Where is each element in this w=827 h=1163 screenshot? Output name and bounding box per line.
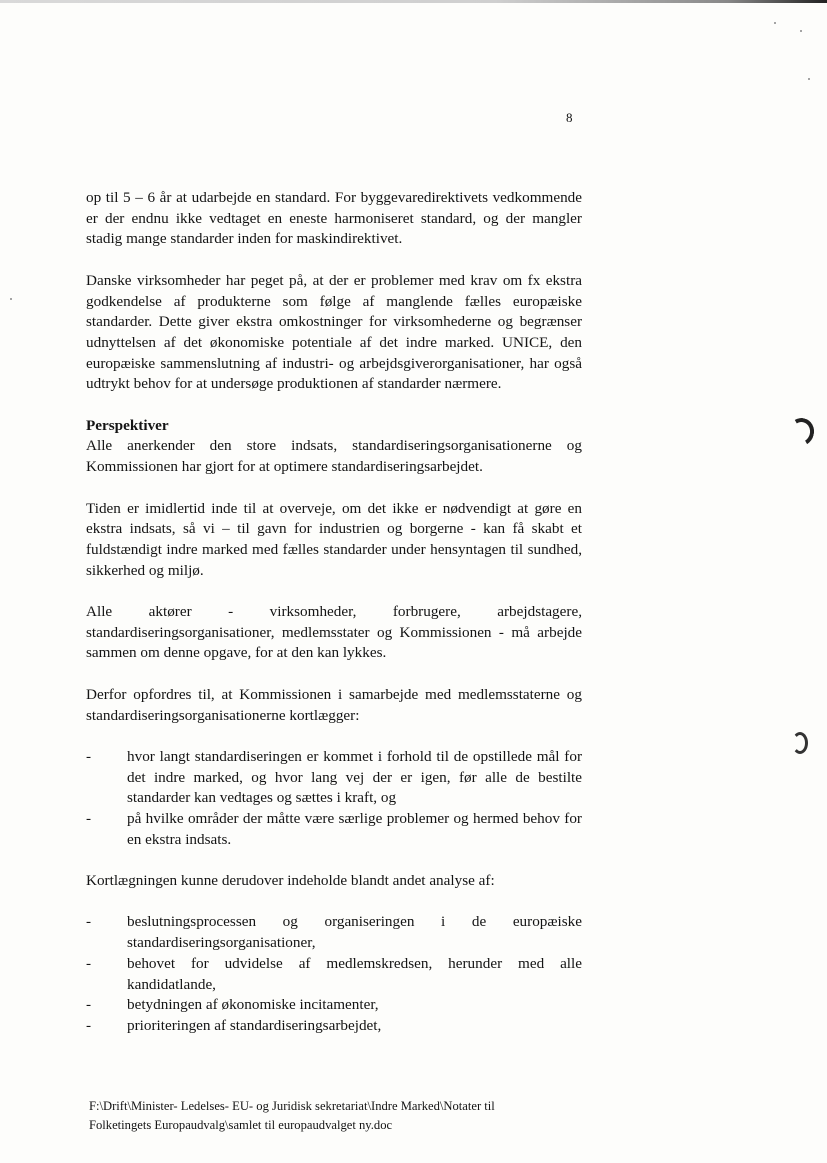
scan-speck	[808, 78, 810, 80]
file-path-footer	[89, 1097, 609, 1134]
dash-marker: -	[86, 810, 92, 827]
scan-top-edge	[0, 0, 827, 3]
list-item	[86, 912, 582, 953]
paragraph: Alle aktører - virksomheder, forbrugere, arbejdstagere, standardiseringsorganisationer, medlemsstater og Kommissionen - må arbejde sammen om denne opgave, for at den kan lykkes.	[86, 603, 582, 662]
list-item	[86, 995, 582, 1016]
list-item-text: på hvilke områder der måtte være særlige problemer og hermed behov for en ekstra indsats.	[127, 810, 582, 848]
dash-marker: -	[86, 954, 92, 972]
paragraph: op til 5 – 6 år at udarbejde en standard. For byggevaredirektivets vedkommende er der endnu ikke vedtaget en eneste harmoniseret standard, og der mangler stadig mange standarder inden for maskindirektivet.	[86, 189, 582, 248]
dash-marker: -	[86, 1017, 92, 1034]
dash-list	[86, 747, 582, 851]
section-heading: Perspektiver	[86, 416, 169, 434]
scan-speck	[10, 298, 12, 300]
list-item	[86, 1016, 582, 1037]
list-item-text: hvor langt standardiseringen er kommet i forhold til de opstillede mål for det indre marked, og hvor lang vej der er igen, før alle de bestilte standarder kan vedtages og sættes i kraft, og	[127, 747, 582, 807]
list-item	[86, 809, 582, 850]
list-item-text: betydningen af økonomiske incitamenter,	[127, 996, 379, 1014]
dash-marker: -	[86, 996, 92, 1014]
scan-mark	[792, 732, 808, 754]
list-item-text: beslutningsprocessen og organiseringen i de europæiske standardiseringsorganisationer,	[127, 913, 582, 952]
scan-speck	[800, 30, 802, 32]
document-body	[86, 188, 582, 1037]
list-item-text: behovet for udvidelse af medlemskredsen, herunder med alle kandidatlande,	[127, 954, 582, 993]
paragraph: Derfor opfordres til, at Kommissionen i samarbejde med medlemsstaterne og standardiseringsorganisationerne kortlægger:	[86, 685, 582, 724]
page-number: 8	[566, 110, 573, 125]
paragraph: Kortlægningen kunne derudover indeholde blandt andet analyse af:	[86, 872, 495, 890]
scan-speck	[774, 22, 776, 24]
dash-marker: -	[86, 913, 92, 931]
dash-marker: -	[86, 747, 92, 765]
paragraph: Danske virksomheder har peget på, at der er problemer med krav om fx ekstra godkendelse af produkterne som følge af manglende fælles europæiske standarder. Dette giver ekstra omkostninger for virksomhederne og begrænser udnyttelsen af det økonomiske potentiale af det indre marked. UNICE, den europæiske sammenslutning af industri- og arbejdsgiverorganisationer, har også udtrykt behov for at undersøge produktionen af standarder nærmere.	[86, 271, 582, 393]
list-item-text: prioriteringen af standardiseringsarbejdet,	[127, 1017, 382, 1034]
paragraph: Tiden er imidlertid inde til at overveje, om det ikke er nødvendigt at gøre en ekstra indsats, så vi – til gavn for industrien og borgerne - kan få skabt et fuldstændigt indre marked med fælles standarder under hensyntagen til sundhed, sikkerhed og miljø.	[86, 499, 582, 579]
list-item	[86, 954, 582, 995]
scan-mark	[785, 415, 817, 449]
footer-line: Folketingets Europaudvalg\samlet til europaudvalget ny.doc	[89, 1117, 393, 1132]
list-item	[86, 747, 582, 809]
footer-line: F:\Drift\Minister- Ledelses- EU- og Juridisk sekretariat\Indre Marked\Notater til	[89, 1099, 495, 1113]
dash-list	[86, 912, 582, 1036]
paragraph: Alle anerkender den store indsats, standardiseringsorganisationerne og Kommissionen har gjort for at optimere standardiseringsarbejdet.	[86, 437, 582, 476]
